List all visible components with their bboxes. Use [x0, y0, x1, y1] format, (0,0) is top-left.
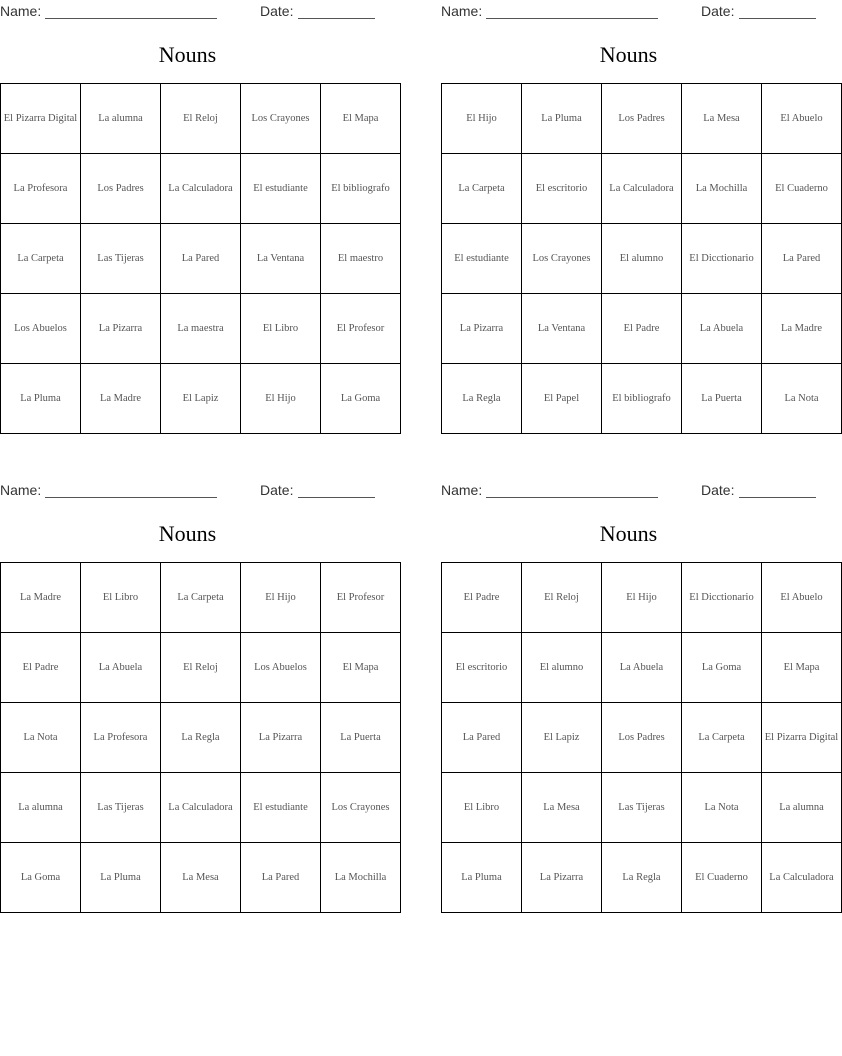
grid-row — [1, 563, 401, 633]
card-header — [0, 2, 375, 20]
grid-cell: La Profesora — [1, 154, 81, 224]
grid-cell: El bibliografo — [321, 154, 401, 224]
grid-cell: La Pared — [241, 843, 321, 913]
grid-row — [1, 773, 401, 843]
grid-cell: El alumno — [522, 633, 602, 703]
grid-row — [442, 84, 842, 154]
grid-cell: El escritorio — [522, 154, 602, 224]
grid-cell: La Pared — [161, 224, 241, 294]
grid-cell: El Libro — [442, 773, 522, 843]
date-blank-line — [739, 497, 816, 498]
grid-cell: El Mapa — [762, 633, 842, 703]
grid-cell: El escritorio — [442, 633, 522, 703]
grid-row — [442, 703, 842, 773]
grid-cell: La Pizarra — [522, 843, 602, 913]
grid-cell: La Goma — [321, 364, 401, 434]
grid-row — [1, 633, 401, 703]
date-label: Date: — [260, 3, 294, 19]
grid-cell: El estudiante — [241, 154, 321, 224]
grid-cell: Los Padres — [602, 703, 682, 773]
date-blank-line — [298, 497, 375, 498]
grid-cell: El Cuaderno — [682, 843, 762, 913]
grid-cell: La Profesora — [81, 703, 161, 773]
grid-row — [442, 224, 842, 294]
card-title: Nouns — [599, 521, 658, 546]
grid-cell: El Reloj — [522, 563, 602, 633]
grid-cell: El Pizarra Digital — [1, 84, 81, 154]
grid-row — [1, 224, 401, 294]
grid-cell: Los Padres — [81, 154, 161, 224]
name-blank-line — [45, 497, 217, 498]
grid-cell: El Pizarra Digital — [762, 703, 842, 773]
bingo-card — [441, 0, 828, 432]
grid-cell: La Abuela — [602, 633, 682, 703]
grid-cell: La Calculadora — [161, 154, 241, 224]
date-label: Date: — [701, 482, 735, 498]
bingo-grid — [0, 562, 401, 913]
grid-cell: La Mesa — [522, 773, 602, 843]
grid-cell: La Nota — [762, 364, 842, 434]
grid-cell: El Padre — [442, 563, 522, 633]
bingo-card — [0, 0, 390, 432]
grid-cell: El Hijo — [602, 563, 682, 633]
grid-cell: Los Padres — [602, 84, 682, 154]
grid-cell: La Puerta — [321, 703, 401, 773]
grid-cell: La Carpeta — [442, 154, 522, 224]
name-label: Name: — [441, 482, 483, 498]
grid-cell: El Cuaderno — [762, 154, 842, 224]
card-header — [441, 2, 816, 20]
grid-cell: El Mapa — [321, 84, 401, 154]
grid-cell: La Mochilla — [682, 154, 762, 224]
card-header — [0, 481, 375, 499]
name-blank-line — [486, 18, 658, 19]
grid-cell: La Regla — [602, 843, 682, 913]
grid-cell: La Pluma — [442, 843, 522, 913]
grid-cell: Los Crayones — [241, 84, 321, 154]
bingo-card — [441, 479, 839, 911]
card-title: Nouns — [158, 42, 217, 67]
grid-row — [1, 154, 401, 224]
name-blank-line — [45, 18, 217, 19]
grid-cell: El Hijo — [241, 364, 321, 434]
name-label: Name: — [0, 482, 42, 498]
grid-cell: La Regla — [161, 703, 241, 773]
bingo-grid — [441, 83, 842, 434]
name-label: Name: — [441, 3, 483, 19]
grid-cell: La Puerta — [682, 364, 762, 434]
grid-row — [442, 154, 842, 224]
date-blank-line — [739, 18, 816, 19]
bingo-card — [0, 479, 390, 911]
grid-cell: La Pizarra — [442, 294, 522, 364]
grid-cell: La Pizarra — [241, 703, 321, 773]
grid-cell: El Abuelo — [762, 84, 842, 154]
grid-cell: El Padre — [1, 633, 81, 703]
grid-row — [442, 773, 842, 843]
grid-cell: La Calculadora — [602, 154, 682, 224]
grid-cell: El Libro — [81, 563, 161, 633]
grid-cell: Los Abuelos — [241, 633, 321, 703]
grid-cell: La Ventana — [522, 294, 602, 364]
grid-cell: Los Crayones — [321, 773, 401, 843]
date-label: Date: — [701, 3, 735, 19]
grid-cell: La Pizarra — [81, 294, 161, 364]
grid-row — [1, 84, 401, 154]
date-label: Date: — [260, 482, 294, 498]
grid-cell: El Hijo — [442, 84, 522, 154]
grid-cell: Los Abuelos — [1, 294, 81, 364]
name-blank-line — [486, 497, 658, 498]
grid-cell: La Goma — [682, 633, 762, 703]
grid-cell: La Nota — [682, 773, 762, 843]
grid-cell: La Abuela — [682, 294, 762, 364]
date-blank-line — [298, 18, 375, 19]
grid-cell: El Libro — [241, 294, 321, 364]
grid-cell: El Mapa — [321, 633, 401, 703]
grid-cell: El Profesor — [321, 294, 401, 364]
grid-row — [1, 703, 401, 773]
grid-cell: La Carpeta — [682, 703, 762, 773]
grid-cell: La Nota — [1, 703, 81, 773]
grid-cell: El Abuelo — [762, 563, 842, 633]
grid-cell: La Mesa — [161, 843, 241, 913]
grid-cell: El Hijo — [241, 563, 321, 633]
grid-cell: La Ventana — [241, 224, 321, 294]
grid-cell: La Carpeta — [161, 563, 241, 633]
name-label: Name: — [0, 3, 42, 19]
grid-cell: Las Tijeras — [81, 773, 161, 843]
grid-cell: La alumna — [762, 773, 842, 843]
grid-cell: La Madre — [1, 563, 81, 633]
grid-cell: El Padre — [602, 294, 682, 364]
card-title: Nouns — [158, 521, 217, 546]
grid-cell: La Pluma — [81, 843, 161, 913]
grid-cell: El Lapiz — [522, 703, 602, 773]
grid-cell: La Regla — [442, 364, 522, 434]
grid-cell: La Goma — [1, 843, 81, 913]
card-header — [441, 481, 816, 499]
grid-cell: El Dicctionario — [682, 224, 762, 294]
grid-cell: La Carpeta — [1, 224, 81, 294]
grid-cell: La Pared — [762, 224, 842, 294]
grid-cell: La Madre — [81, 364, 161, 434]
grid-cell: La alumna — [81, 84, 161, 154]
grid-cell: La Mesa — [682, 84, 762, 154]
bingo-grid — [441, 562, 842, 913]
grid-cell: Las Tijeras — [602, 773, 682, 843]
grid-cell: La Madre — [762, 294, 842, 364]
grid-cell: El maestro — [321, 224, 401, 294]
grid-cell: La Pluma — [1, 364, 81, 434]
grid-row — [442, 364, 842, 434]
grid-cell: El Papel — [522, 364, 602, 434]
card-title: Nouns — [599, 42, 658, 67]
grid-cell: La maestra — [161, 294, 241, 364]
grid-cell: El Dicctionario — [682, 563, 762, 633]
grid-cell: La Pluma — [522, 84, 602, 154]
grid-cell: El estudiante — [442, 224, 522, 294]
grid-cell: El alumno — [602, 224, 682, 294]
grid-row — [442, 294, 842, 364]
grid-cell: Los Crayones — [522, 224, 602, 294]
grid-cell: El Reloj — [161, 84, 241, 154]
grid-cell: La Abuela — [81, 633, 161, 703]
grid-cell: La Mochilla — [321, 843, 401, 913]
grid-row — [1, 294, 401, 364]
grid-cell: La alumna — [1, 773, 81, 843]
grid-cell: El Lapiz — [161, 364, 241, 434]
grid-cell: Las Tijeras — [81, 224, 161, 294]
grid-cell: La Calculadora — [161, 773, 241, 843]
grid-row — [442, 843, 842, 913]
bingo-grid — [0, 83, 401, 434]
grid-cell: El estudiante — [241, 773, 321, 843]
grid-cell: El bibliografo — [602, 364, 682, 434]
grid-row — [1, 843, 401, 913]
grid-cell: El Profesor — [321, 563, 401, 633]
grid-cell: La Calculadora — [762, 843, 842, 913]
grid-cell: La Pared — [442, 703, 522, 773]
grid-row — [1, 364, 401, 434]
grid-cell: El Reloj — [161, 633, 241, 703]
grid-row — [442, 633, 842, 703]
grid-row — [442, 563, 842, 633]
